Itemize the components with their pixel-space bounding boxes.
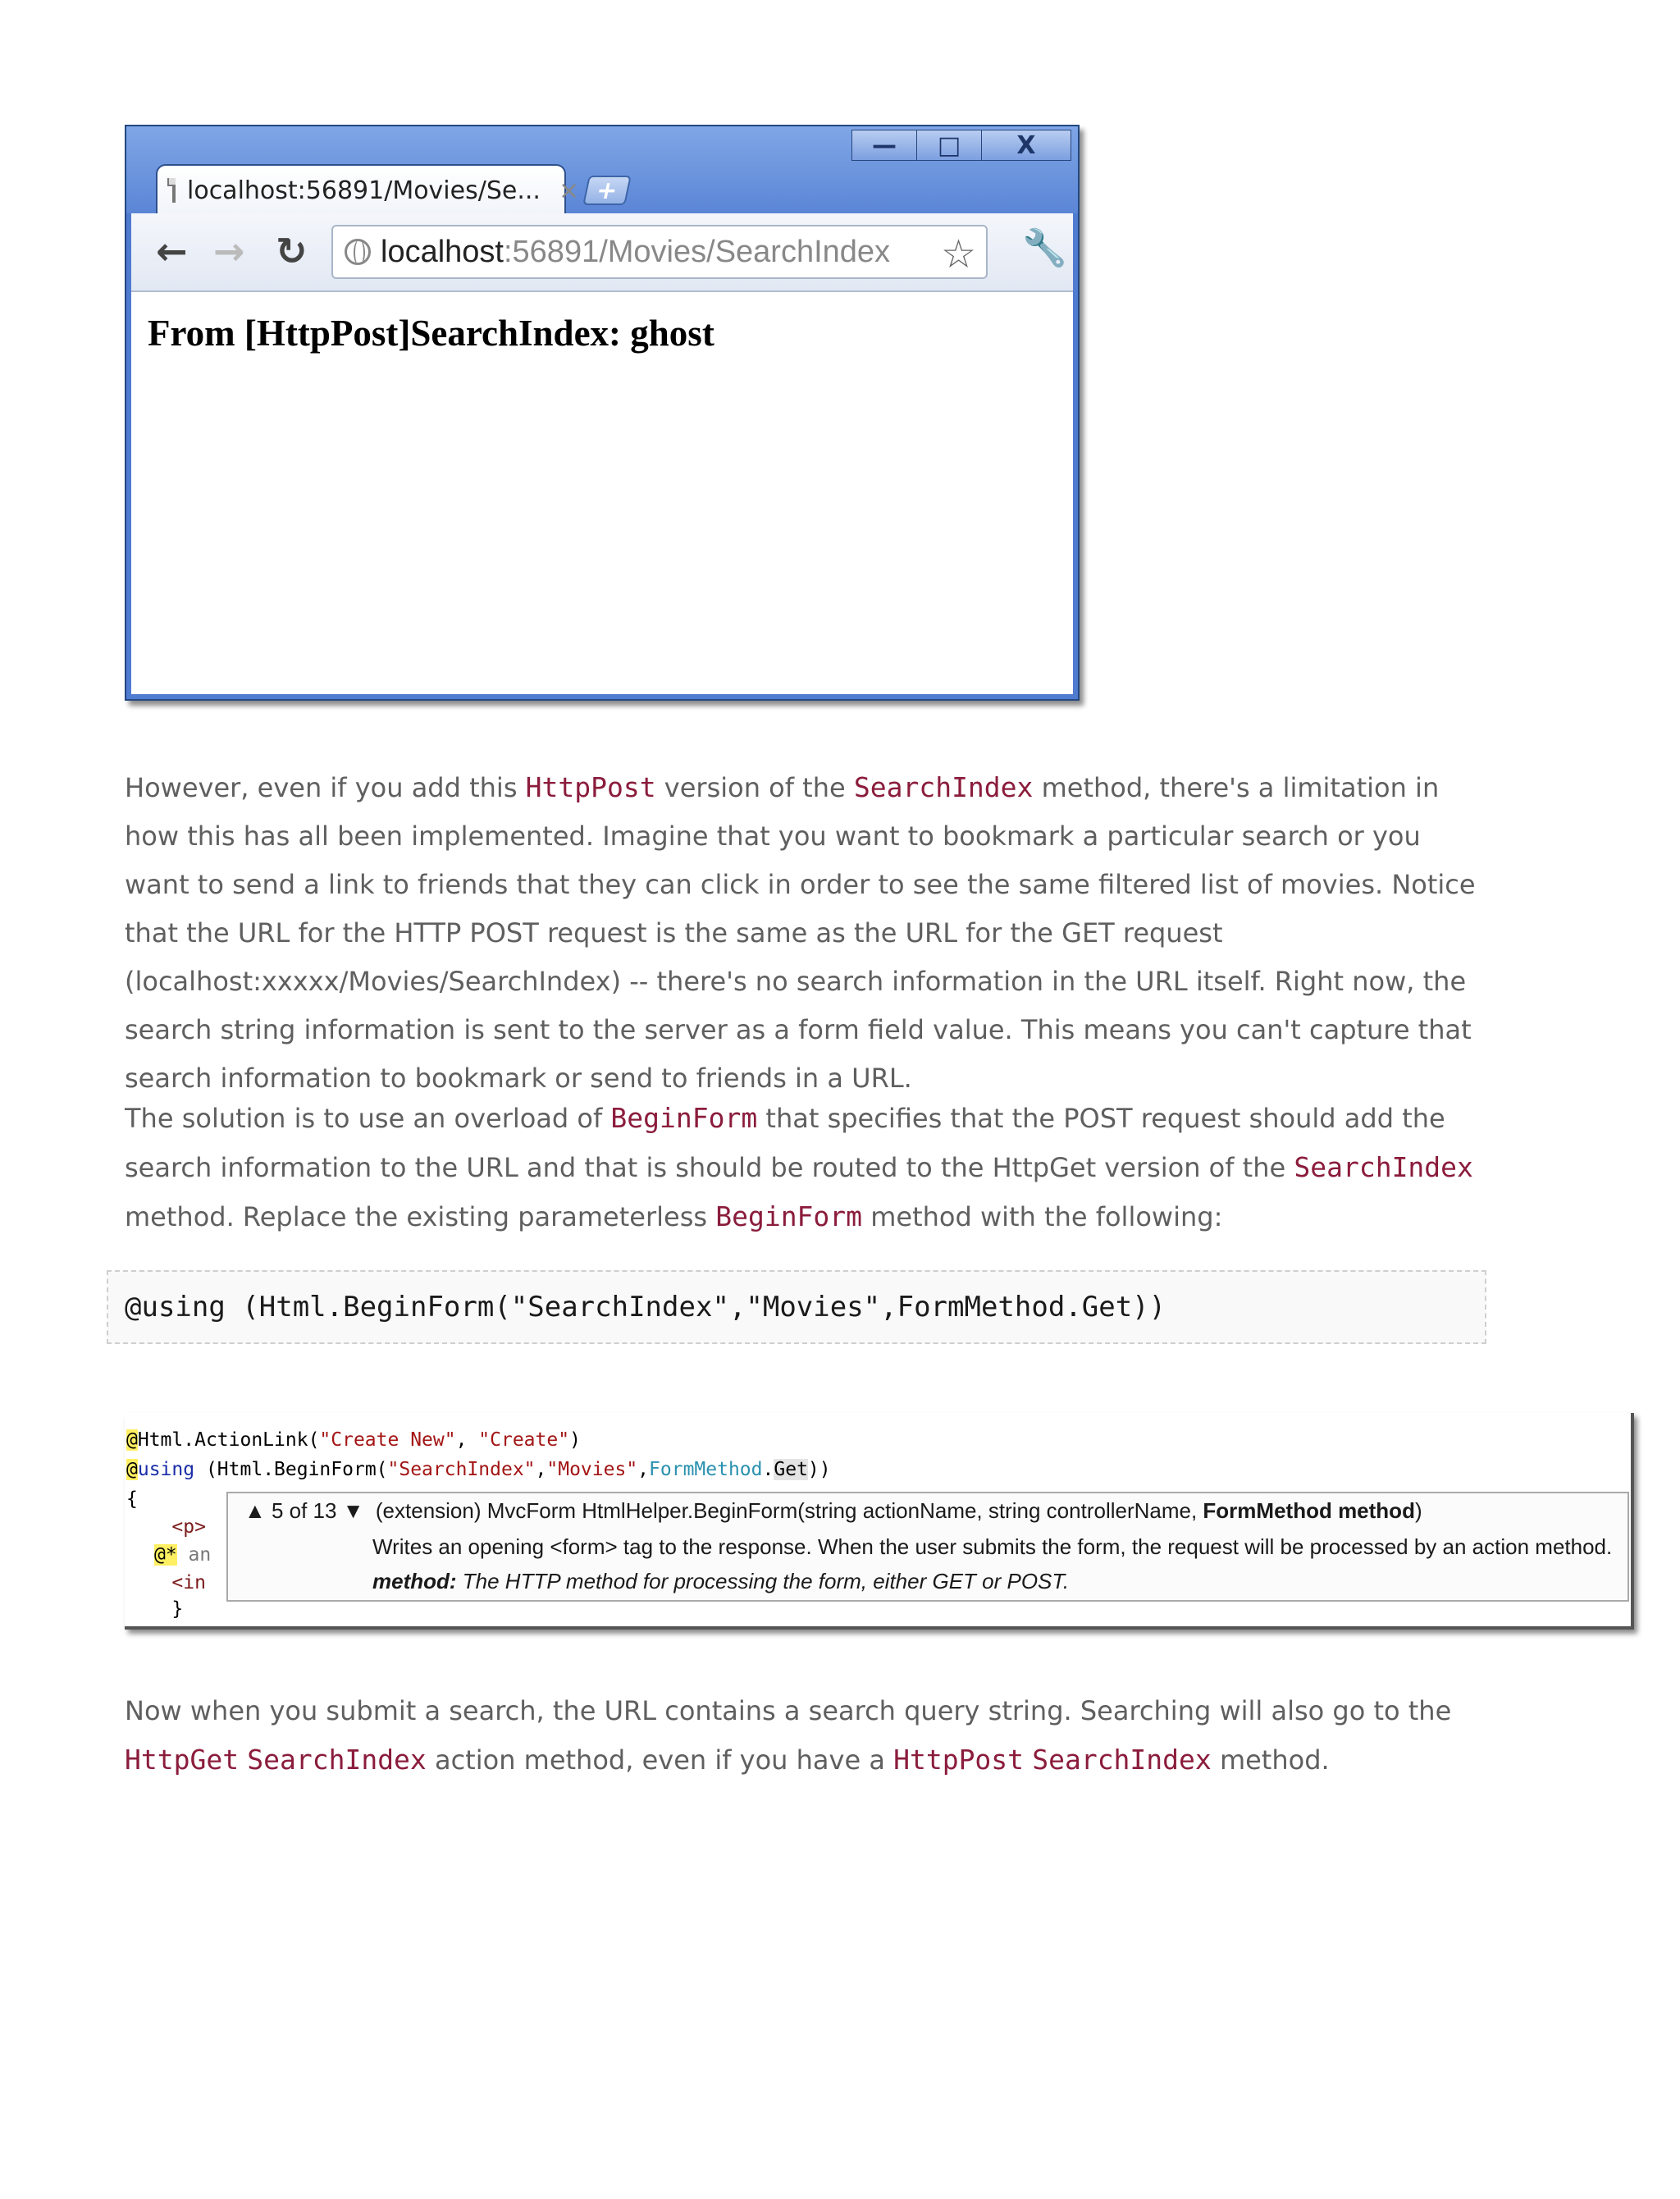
close-button[interactable]: X — [981, 130, 1071, 161]
text: Now when you submit a search, the URL contains a search query string. Searching will also go to the — [125, 1695, 1452, 1726]
code-line-2: @using (Html.BeginForm("SearchIndex","Movies",FormMethod.Get)) — [126, 1459, 831, 1480]
text: However, even if you add this — [125, 772, 526, 803]
code-line-4: <p> — [126, 1516, 206, 1538]
signature-end: ) — [1414, 1498, 1422, 1523]
browser-screenshot — [125, 125, 1080, 701]
page-icon — [172, 178, 176, 203]
param-desc: The HTTP method for processing the form, either GET or POST. — [456, 1569, 1070, 1593]
code-term: SearchIndex — [1032, 1744, 1212, 1776]
new-tab-button[interactable] — [582, 176, 632, 205]
text: version of the — [655, 772, 854, 803]
back-arrow-icon[interactable]: ← — [156, 229, 188, 273]
text: The solution is to use an overload of — [125, 1103, 611, 1134]
text: method, there's a limitation in how this has all been implemented. Imagine that you want to bookmark a particular search or you want to send a link to friends that they can click in order to see the same filtered list of movies. Notice that the URL for the HTTP POST request is the same as the URL for the GET request (localhost:xxxxx/Movies/SearchIndex) -- there's no search information in the URL itself. Right now, the search string information is sent to the server as a form field value. This means you can't capture that search information to bookmark or send to friends in a URL. — [125, 772, 1476, 1094]
code-line-1: @Html.ActionLink("Create New", "Create") — [126, 1429, 581, 1451]
intellisense-tooltip — [226, 1492, 1629, 1602]
code-line-3: { — [126, 1488, 138, 1510]
code-line-6: <in — [126, 1572, 206, 1593]
code-term: HttpGet — [125, 1744, 240, 1776]
maximize-button[interactable]: □ — [916, 130, 982, 161]
browser-toolbar — [131, 213, 1073, 292]
globe-icon — [345, 239, 371, 265]
code-term: SearchIndex — [247, 1744, 427, 1776]
code-term: BeginForm — [610, 1102, 758, 1134]
code-term: SearchIndex — [853, 771, 1034, 803]
tab-close-icon[interactable]: × — [558, 176, 580, 205]
paragraph-solution — [125, 1094, 1478, 1241]
minimize-button[interactable]: — — [851, 130, 917, 161]
forward-arrow-icon[interactable]: → — [213, 229, 245, 273]
browser-tab[interactable] — [156, 164, 580, 215]
code-block — [107, 1270, 1486, 1344]
paragraph-conclusion — [125, 1687, 1478, 1785]
parameter-row — [372, 1569, 1069, 1594]
code-line-7: } — [126, 1598, 184, 1620]
window-controls — [852, 130, 1071, 161]
url-path: :56891/Movies/SearchIndex — [503, 234, 891, 269]
text: method. — [1211, 1744, 1330, 1776]
url-host: localhost — [381, 234, 504, 269]
text: method with the following: — [862, 1201, 1223, 1232]
reload-icon[interactable]: ↻ — [276, 229, 308, 273]
star-icon[interactable]: ☆ — [940, 231, 976, 277]
code-term: HttpPost — [893, 1744, 1025, 1776]
signature-text: (extension) MvcForm HtmlHelper.BeginForm(string actionName, string controllerName, — [375, 1498, 1203, 1523]
page-viewport — [131, 292, 1073, 694]
tab-title: localhost:56891/Movies/Se... — [187, 176, 541, 205]
code-term: HttpPost — [525, 771, 656, 803]
editor-screenshot — [125, 1413, 1634, 1630]
code-term: BeginForm — [715, 1200, 863, 1232]
address-bar[interactable] — [331, 225, 988, 279]
text: that specifies that the POST request should add the search information to the URL and that is should be routed to the HttpGet version of the — [125, 1103, 1445, 1183]
description-row: Writes an opening <form> tag to the response. When the user submits the form, the request will be processed by an action method. — [372, 1534, 1613, 1559]
code-term: SearchIndex — [1294, 1151, 1473, 1183]
wrench-icon[interactable]: 🔧 — [1022, 227, 1067, 269]
signature-row — [244, 1498, 1422, 1524]
text: action method, even if you have a — [426, 1744, 894, 1776]
signature-param: FormMethod method — [1203, 1498, 1415, 1523]
paragraph-limitation — [125, 763, 1478, 1103]
param-name: method: — [372, 1569, 457, 1593]
code-line-5: @* an — [154, 1544, 212, 1566]
window-titlebar — [126, 126, 1078, 213]
code-line: @using (Html.BeginForm("SearchIndex","Movies",FormMethod.Get)) — [125, 1291, 1166, 1324]
plus-icon: + — [593, 176, 621, 205]
text: method. Replace the existing parameterless — [125, 1201, 716, 1232]
page-heading: From [HttpPost]SearchIndex: ghost — [148, 313, 714, 354]
overload-navigator[interactable]: ▲ 5 of 13 ▼ — [244, 1498, 364, 1523]
